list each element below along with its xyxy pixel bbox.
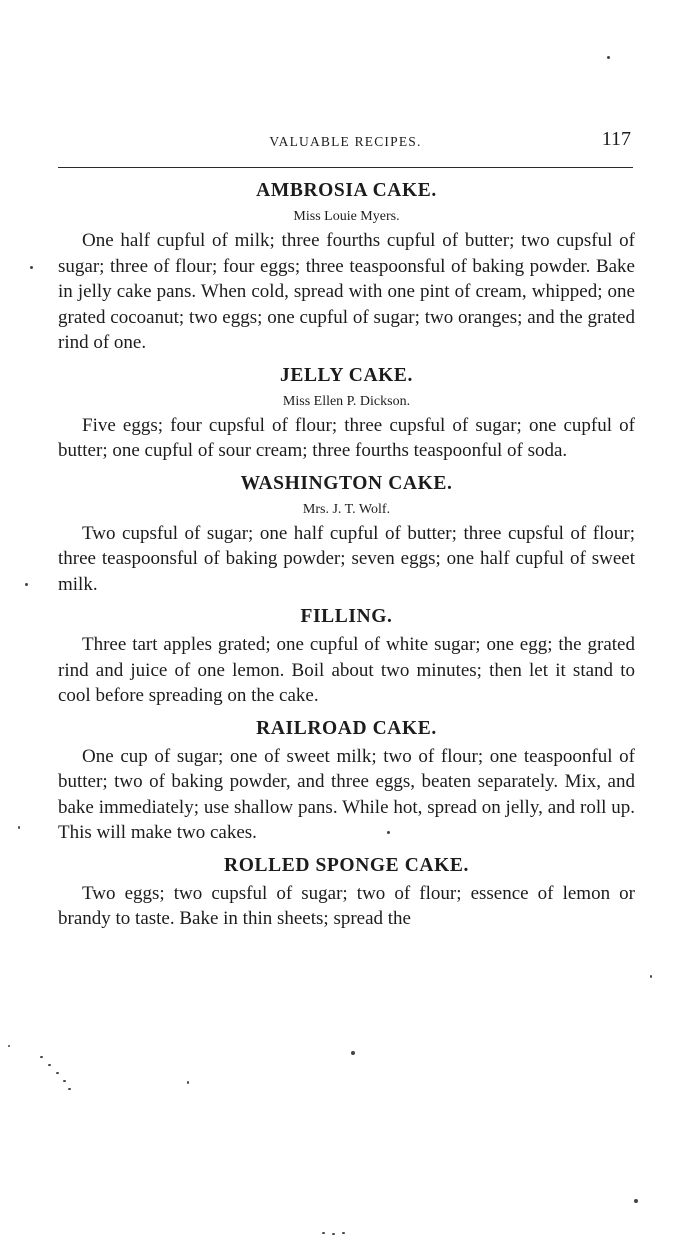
scan-speck [332, 1233, 335, 1235]
recipe-text: Two eggs; two cupsful of sugar; two of flour; essence of lemon or brandy to taste. Bake in thin sheets; spread the [58, 882, 635, 929]
scan-speck [18, 826, 20, 829]
page-number: 117 [601, 128, 631, 150]
running-title: VALUABLE RECIPES. [269, 134, 422, 149]
recipe-text: Three tart apples grated; one cupful of white sugar; one egg; the grated rind and juice of one lemon. Boil about two minutes; then let it stand to cool before spreading on the cake. [58, 634, 635, 706]
recipe-ambrosia-cake [58, 176, 635, 356]
scan-speck [8, 1045, 10, 1047]
scan-speck [68, 1088, 71, 1090]
scan-speck [40, 1056, 43, 1058]
scan-speck [48, 1064, 51, 1066]
recipe-text: One half cupful of milk; three fourths cupful of butter; two cupsful of sugar; three of flour; four eggs; three teaspoonsful of baking powder. Bake in jelly cake pans. When cold, spread with one pint of cream, whipped; one grated cocoanut; two eggs; one cupful of sugar; two oranges; and the grated rind of one. [58, 230, 635, 353]
scan-speck [607, 56, 610, 59]
scan-speck [25, 583, 28, 586]
scan-speck [187, 1081, 189, 1084]
header-rule [58, 167, 633, 168]
recipe-author: Mrs. J. T. Wolf. [302, 501, 391, 517]
recipe-author: Miss Louie Myers. [293, 209, 400, 224]
recipe-title: RAILROAD CAKE. [256, 717, 437, 739]
recipe-title: JELLY CAKE. [279, 364, 414, 386]
scan-speck [322, 1232, 325, 1234]
scan-speck [63, 1080, 66, 1082]
scan-speck [30, 266, 33, 269]
scan-speck [56, 1072, 59, 1074]
recipe-author: Miss Ellen P. Dickson. [282, 393, 411, 409]
recipe-filling [58, 602, 635, 709]
recipe-title: ROLLED SPONGE CAKE. [224, 854, 469, 876]
scan-speck [351, 1051, 355, 1055]
recipe-title: WASHINGTON CAKE. [240, 472, 453, 494]
recipe-text: Five eggs; four cupsful of flour; three cupsful of sugar; one cupful of butter; one cupful of sour cream; three fourths teaspoonful of soda. [58, 414, 635, 461]
scan-speck [634, 1199, 638, 1203]
recipe-text: One cup of sugar; one of sweet milk; two of flour; one teaspoonful of butter; two of baking powder, and three eggs, beaten separately. Mix, and bake immediately; use shallow pans. While hot, spread on jelly, and roll up. This will make two cakes. [58, 745, 635, 843]
running-head [58, 128, 633, 158]
scan-speck [650, 975, 652, 978]
recipe-title: FILLING. [300, 606, 393, 627]
scan-speck [387, 831, 390, 834]
recipe-washington-cake [58, 469, 635, 598]
recipe-railroad-cake [58, 714, 635, 846]
recipe-jelly-cake [58, 361, 635, 464]
scan-speck [342, 1232, 345, 1234]
recipe-title: AMBROSIA CAKE. [256, 180, 437, 201]
recipe-rolled-sponge-cake [58, 851, 635, 932]
recipe-text: Two cupsful of sugar; one half cupful of butter; three cupsful of flour; three teaspoonsful of baking powder; seven eggs; one half cupful of sweet milk. [58, 522, 635, 595]
page-content [58, 176, 635, 937]
